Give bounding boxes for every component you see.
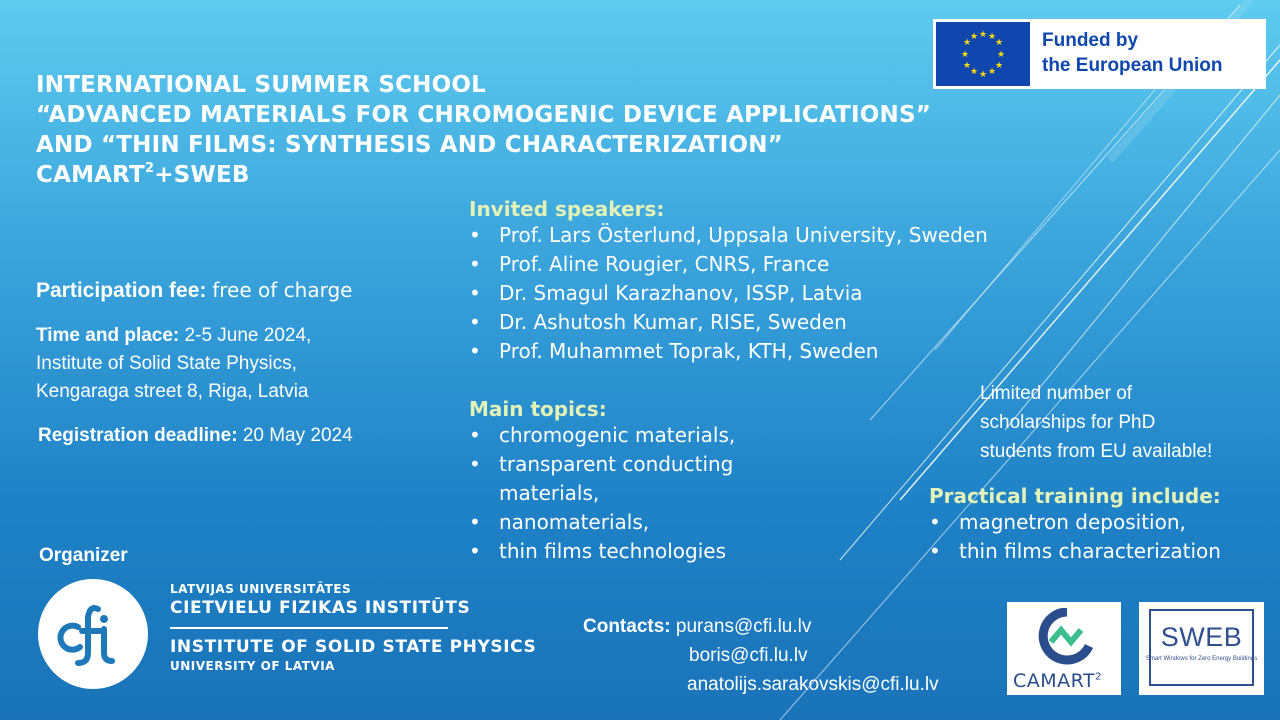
- eu-flag-icon: [936, 22, 1030, 86]
- title-line-1: INTERNATIONAL SUMMER SCHOOL: [36, 72, 486, 98]
- inst-line-2: CIETVIELU FIZIKAS INSTITŪTS: [170, 598, 471, 618]
- title-camart-sup: 2: [144, 161, 155, 176]
- camart-text: [1013, 670, 1102, 692]
- sweb-logo: [1139, 602, 1264, 695]
- title-line-4: [36, 160, 931, 190]
- practical-training: [929, 484, 1221, 566]
- eu-funding-text: [1042, 28, 1223, 78]
- camart-emblem-icon: [1037, 608, 1093, 666]
- registration-deadline: [38, 425, 353, 447]
- svg-text:★: ★: [996, 50, 1006, 60]
- eu-funding-badge: [933, 19, 1266, 89]
- contact-email[interactable]: anatolijs.sarakovskis@cfi.lu.lv: [687, 674, 939, 695]
- title-sweb: +SWEB: [154, 162, 250, 188]
- scholarship-line-3: students from EU available!: [980, 441, 1213, 462]
- svg-text:★: ★: [994, 38, 1004, 48]
- participation-fee: [36, 278, 352, 303]
- fee-value: free of charge: [212, 278, 353, 302]
- contact-email[interactable]: boris@cfi.lu.lv: [689, 645, 808, 666]
- inst-line-3: INSTITUTE OF SOLID STATE PHYSICS: [170, 637, 537, 657]
- scholarship-note: [980, 379, 1212, 466]
- camart-logo: [1007, 602, 1121, 695]
- deadline-value: 20 May 2024: [242, 425, 353, 446]
- contact-email[interactable]: purans@cfi.lu.lv: [675, 616, 812, 637]
- fee-label: Participation fee:: [36, 279, 207, 302]
- time-dates: 2-5 June 2024,: [184, 325, 312, 346]
- list-item: • Prof. Muhammet Toprak, KTH, Sweden: [469, 337, 988, 366]
- training-heading: Practical training include:: [929, 484, 1221, 508]
- training-list: [929, 508, 1221, 566]
- scholarship-line-2: scholarships for PhD: [980, 412, 1156, 433]
- sweb-text: SWEB: [1160, 622, 1243, 652]
- topics-heading: Main topics:: [469, 397, 607, 421]
- svg-text:★: ★: [962, 38, 972, 48]
- sweb-subtitle: Smart Windows for Zero Energy Buildings: [1145, 656, 1258, 662]
- list-item: • Dr. Smagul Karazhanov, ISSP, Latvia: [469, 279, 988, 308]
- contacts: [583, 612, 939, 699]
- title-line-3: AND “THIN FILMS: SYNTHESIS AND CHARACTERIZATION”: [36, 132, 784, 158]
- svg-text:★: ★: [960, 50, 970, 60]
- place-line-2: Kengaraga street 8, Riga, Latvia: [36, 381, 309, 402]
- svg-text:★: ★: [969, 32, 979, 42]
- svg-text:★: ★: [987, 32, 997, 42]
- place-line-1: Institute of Solid State Physics,: [36, 353, 297, 374]
- title-line-2: “ADVANCED MATERIALS FOR CHROMOGENIC DEVICE APPLICATIONS”: [36, 102, 932, 128]
- organizer-label: Organizer: [39, 545, 128, 566]
- list-item: • transparent conducting materials,: [469, 450, 799, 508]
- list-item: • Prof. Aline Rougier, CNRS, France: [469, 250, 988, 279]
- inst-line-1: LATVIJAS UNIVERSITĀTES: [170, 582, 352, 596]
- contacts-label: Contacts:: [583, 616, 671, 637]
- institute-logo-text: [170, 582, 536, 673]
- title-camart: CAMART: [36, 162, 145, 188]
- list-item: • thin films characterization: [929, 537, 1221, 566]
- page-title: [36, 70, 931, 190]
- list-item: • Dr. Ashutosh Kumar, RISE, Sweden: [469, 308, 988, 337]
- list-item: • chromogenic materials,: [469, 421, 799, 450]
- svg-text:★: ★: [969, 67, 979, 77]
- camart-main: CAMART: [1013, 670, 1096, 692]
- deadline-label: Registration deadline:: [38, 425, 238, 446]
- list-item: • nanomaterials,: [469, 508, 799, 537]
- svg-text:★: ★: [978, 70, 988, 80]
- time-label: Time and place:: [36, 325, 180, 346]
- list-item: • Prof. Lars Österlund, Uppsala University, Sweden: [469, 221, 988, 250]
- time-and-place: [36, 322, 311, 406]
- camart-sup: 2: [1095, 671, 1102, 683]
- eu-line-2: the European Union: [1042, 55, 1223, 76]
- inst-divider: [170, 627, 448, 629]
- speakers-heading: Invited speakers:: [469, 197, 665, 221]
- speakers-list: [469, 221, 988, 366]
- list-item: • thin films technologies: [469, 537, 799, 566]
- list-item: • magnetron deposition,: [929, 508, 1221, 537]
- inst-line-4: UNIVERSITY OF LATVIA: [170, 659, 335, 673]
- svg-text:★: ★: [978, 30, 988, 40]
- svg-text:★: ★: [987, 67, 997, 77]
- topics-list: [469, 421, 799, 566]
- scholarship-line-1: Limited number of: [980, 383, 1133, 404]
- eu-line-1: Funded by: [1042, 30, 1139, 51]
- main-topics: [469, 397, 799, 566]
- cfi-logo-icon: [38, 579, 148, 689]
- svg-text:★: ★: [994, 61, 1004, 71]
- invited-speakers: [469, 197, 988, 366]
- svg-text:★: ★: [962, 61, 972, 71]
